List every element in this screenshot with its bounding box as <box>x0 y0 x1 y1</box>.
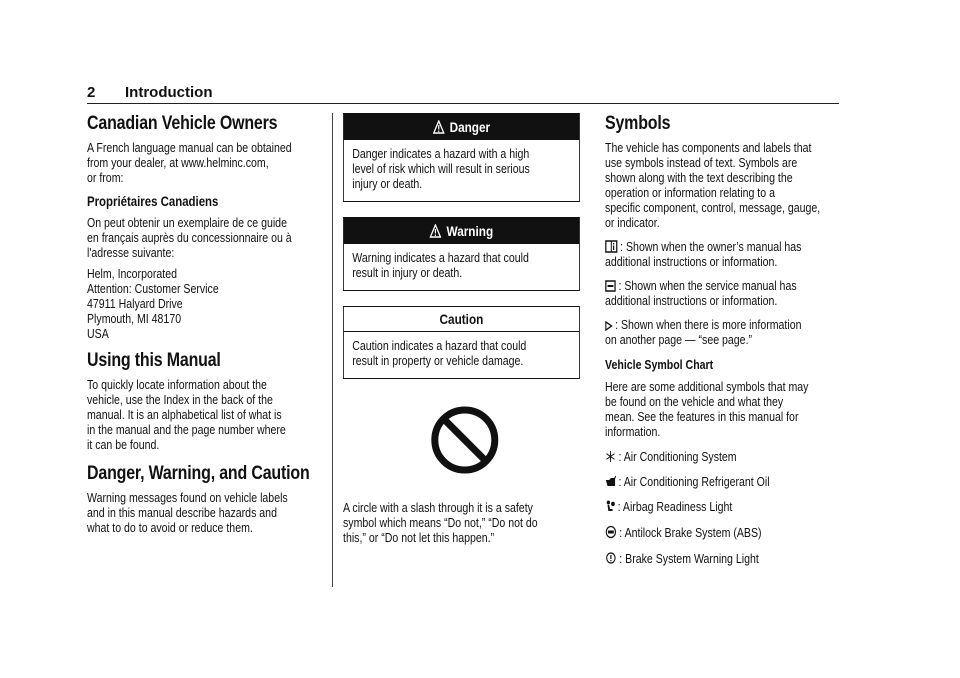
safety-symbol-text <box>343 501 587 546</box>
address-line: Plymouth, MI 48170 <box>87 312 182 326</box>
text-line: result in injury or death. <box>352 266 463 280</box>
text-line: symbol which means “Do not,” “Do not do <box>343 516 538 530</box>
address-block <box>87 267 331 342</box>
using-manual-text <box>87 378 331 453</box>
service-manual-entry <box>605 279 849 309</box>
caution-title-bar <box>344 307 579 332</box>
text-line: level of risk which will result in serious <box>352 162 530 176</box>
text-line: on another page — “see page.” <box>605 333 753 347</box>
warning-triangle-icon <box>430 224 442 238</box>
warning-box <box>343 217 580 291</box>
text-line: and in this manual describe hazards and <box>87 506 277 520</box>
column-divider <box>332 113 333 587</box>
text-line: Danger indicates a hazard with a high <box>352 147 530 161</box>
text-line: The vehicle has components and labels that <box>605 141 812 155</box>
section-title: Introduction <box>125 84 213 101</box>
text-line: this,” or “Do not let this happen.” <box>343 531 495 545</box>
address-line: Helm, Incorporated <box>87 267 177 281</box>
abs-icon <box>605 525 617 539</box>
symbol-item-text: : Airbag Readiness Light <box>617 500 733 514</box>
text-line: On peut obtenir un exemplaire de ce guide <box>87 216 287 230</box>
french-heading: Propriétaires Canadiens <box>87 194 219 209</box>
text-line: be found on the vehicle and what they <box>605 395 784 409</box>
owners-manual-entry <box>605 240 849 270</box>
text-line: Here are some additional symbols that may <box>605 380 809 394</box>
oil-can-icon <box>605 475 616 488</box>
symbol-item-text: : Air Conditioning System <box>618 450 737 464</box>
symbol-item-text: : Antilock Brake System (ABS) <box>619 526 762 540</box>
owners-manual-line: : Shown when the owner’s manual has <box>620 240 802 254</box>
text-line: additional instructions or information. <box>605 294 778 308</box>
text-line: Warning messages found on vehicle labels <box>87 491 288 505</box>
text-line: shown along with the text describing the <box>605 171 793 185</box>
column-middle <box>343 113 587 546</box>
text-line: Warning indicates a hazard that could <box>352 251 529 265</box>
text-line: A French language manual can be obtained <box>87 141 292 155</box>
symbol-item-brake <box>605 551 849 567</box>
more-info-line: : Shown when there is more information <box>615 318 802 332</box>
prohibition-icon <box>430 405 500 475</box>
using-manual-heading: Using this Manual <box>87 350 221 371</box>
caution-text <box>344 332 579 378</box>
text-line: A circle with a slash through it is a safety <box>343 501 533 515</box>
text-line: mean. See the features in this manual for <box>605 410 799 424</box>
symbol-item-airbag <box>605 500 849 515</box>
address-line: 47911 Halyard Drive <box>87 297 183 311</box>
column-left <box>87 113 331 536</box>
text-line: use symbols instead of text. Symbols are <box>605 156 798 170</box>
text-line: what to do to avoid or reduce them. <box>87 521 253 535</box>
text-line: result in property or vehicle damage. <box>352 354 524 368</box>
symbol-item-text: : Air Conditioning Refrigerant Oil <box>618 475 770 489</box>
brake-warning-icon <box>605 551 617 565</box>
canadian-owners-text <box>87 141 331 186</box>
text-line: Caution indicates a hazard that could <box>352 339 527 353</box>
text-line: injury or death. <box>352 177 423 191</box>
address-line: Attention: Customer Service <box>87 282 219 296</box>
text-line: specific component, control, message, gauge, <box>605 201 821 215</box>
text-line: in the manual and the page number where <box>87 423 286 437</box>
text-line <box>605 318 849 333</box>
warning-title: Warning <box>446 223 494 239</box>
dwc-text <box>87 491 331 536</box>
warning-title-bar <box>344 218 579 244</box>
canadian-owners-heading: Canadian Vehicle Owners <box>87 113 278 134</box>
prohibition-figure <box>320 405 610 479</box>
chart-intro-text <box>605 380 849 440</box>
text-line: vehicle, use the Index in the back of the <box>87 393 273 407</box>
page-number: 2 <box>87 84 96 101</box>
text-line: from your dealer, at www.helminc.com, <box>87 156 269 170</box>
column-right <box>605 113 849 567</box>
page-header <box>87 84 839 102</box>
danger-text <box>344 140 579 201</box>
warning-triangle-icon <box>433 120 445 134</box>
danger-title: Danger <box>449 119 491 135</box>
address-line: USA <box>87 327 109 341</box>
airbag-icon <box>605 500 615 513</box>
symbol-item-abs <box>605 525 849 541</box>
symbol-item-ac <box>605 450 849 465</box>
text-line: or indicator. <box>605 216 660 230</box>
text-line <box>605 279 849 294</box>
text-line <box>605 240 849 255</box>
text-line: information. <box>605 425 661 439</box>
more-info-entry <box>605 318 849 348</box>
text-line: To quickly locate information about the <box>87 378 267 392</box>
danger-box <box>343 113 580 202</box>
text-line: additional instructions or information. <box>605 255 778 269</box>
service-manual-icon <box>605 280 616 292</box>
see-page-arrow-icon <box>605 321 613 331</box>
text-line: operation or information relating to a <box>605 186 775 200</box>
service-manual-line: : Shown when the service manual has <box>618 279 797 293</box>
owners-manual-icon <box>605 240 618 253</box>
header-rule <box>87 103 839 104</box>
symbols-text <box>605 141 849 231</box>
caution-box <box>343 306 580 379</box>
text-line: it can be found. <box>87 438 160 452</box>
text-line: l'adresse suivante: <box>87 246 175 260</box>
symbol-item-refrigerant <box>605 475 849 490</box>
snowflake-icon <box>605 450 616 463</box>
symbols-heading: Symbols <box>605 113 671 134</box>
text-line: or from: <box>87 171 124 185</box>
french-text <box>87 216 331 261</box>
text-line: manual. It is an alphabetical list of what is <box>87 408 282 422</box>
danger-title-bar <box>344 114 579 140</box>
symbol-item-text: : Brake System Warning Light <box>619 552 759 566</box>
caution-title: Caution <box>439 311 484 327</box>
text-line: en français auprès du concessionnaire ou à <box>87 231 292 245</box>
dwc-heading: Danger, Warning, and Caution <box>87 463 310 484</box>
warning-text <box>344 244 579 290</box>
vehicle-symbol-chart-heading: Vehicle Symbol Chart <box>605 358 714 372</box>
